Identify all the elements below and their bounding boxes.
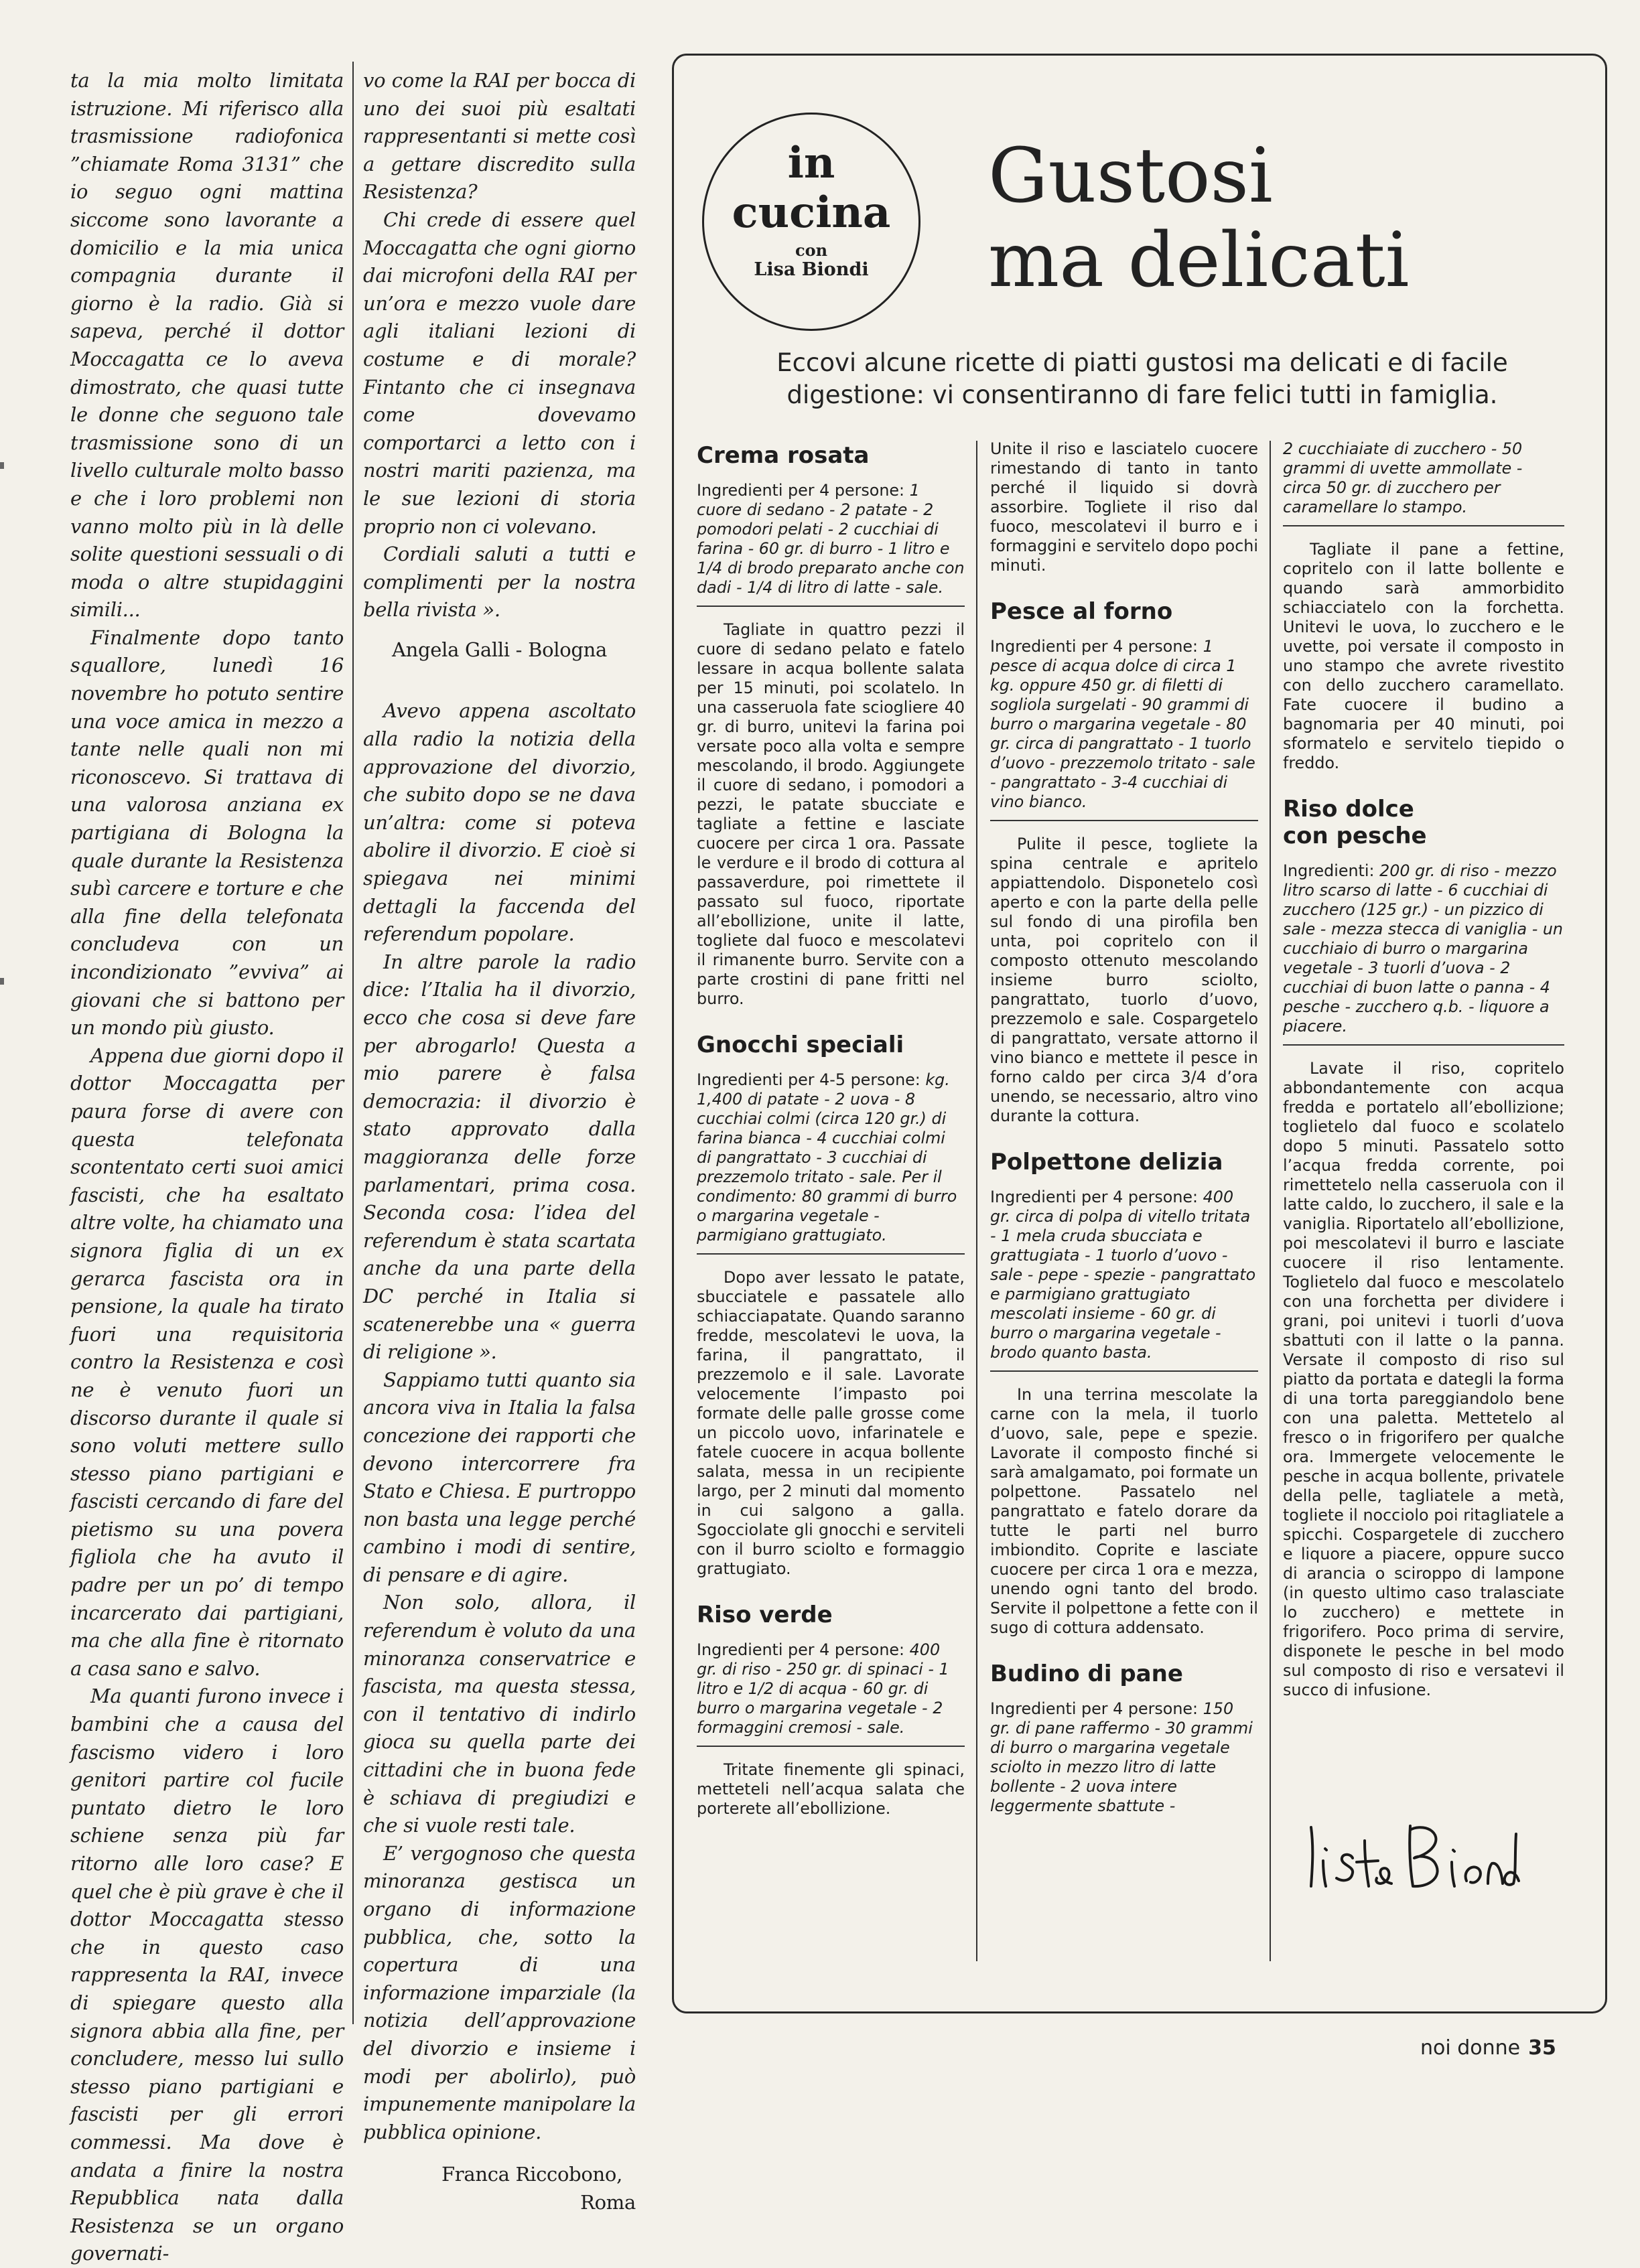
recipe-title	[1283, 796, 1564, 849]
letter-column-2	[363, 67, 636, 2217]
recipe-ingredients	[1283, 861, 1564, 1036]
page-footer	[1420, 2036, 1556, 2060]
letter-paragraph: vo come la RAI per bocca di uno dei suoi più esaltati rappresentanti si mette così a gettare discredito sulla Resistenza?	[363, 69, 636, 204]
letter-signature: Franca Riccobono,	[441, 2163, 622, 2186]
letter-paragraph: E’ vergognoso che questa minoranza gestisca un organo di informazione pubblica, che, sotto la copertura di una informazione imparziale (la notizia dell’approvazione del divorzio e insieme i modi per abolirlo), può impunemente manipolare la pubblica opinione.	[363, 1841, 636, 2143]
recipe-body: Tagliate il pane a fettine, copritelo con il latte bollente e quando sarà ammorbidito schiacciatelo con la forchetta. Unitevi le uova, lo zucchero e le uvette, poi versate il composto in uno stampo che avrete rivestito con dello zucchero caramellato. Fate cuocere il budino a bagnomaria per 40 minuti, poi sformatelo e servitelo tiepido o freddo.	[1283, 540, 1564, 772]
ingredients-list: 400 gr. di riso - 250 gr. di spinaci - 1 litro e 1/2 di acqua - 60 gr. di burro o margarina vegetale - 2 formaggini cremosi - sale.	[697, 1640, 949, 1737]
logo-cucina: cucina	[732, 188, 891, 238]
headline-line-2: ma delicati	[988, 217, 1410, 304]
ingredients-rule	[990, 820, 1258, 821]
recipe-title: Crema rosata	[697, 442, 870, 469]
recipe-title-line-1: Riso dolce	[1283, 796, 1414, 823]
ingredients-rule	[697, 1746, 965, 1747]
ingredients-list: 1 cuore di sedano - 2 patate - 2 pomodori pelati - 2 cucchiai di farina - 60 gr. di burro - 1 litro e 1/4 di brodo preparato anche con dadi - 1/4 di litro di latte - sale.	[697, 481, 965, 597]
recipe-body: Dopo aver lessato le patate, sbucciatele e passatele allo schiacciapatate. Quando saranno fredde, mescolatevi le uova, la farina, il pangrattato, il prezzemolo e il sale. Lavorate velocemente l’impasto poi formate delle palle grosse come un piccolo uovo, infarinatele e fatele cuocere in acqua bollente salata, messa in un recipiente largo, per 2 minuti dal momento in cui salgono a galla. Sgocciolate gli gnocchi e serviteli con il burro sciolto e formaggio grattugiato.	[697, 1268, 965, 1578]
logo-author: Lisa Biondi	[754, 259, 869, 280]
ingredients-list: 400 gr. circa di polpa di vitello tritata - 1 mela cruda sbucciata e grattugiata - 1 tuorlo d’uovo - sale - pepe - spezie - pangrattato e parmigiano grattugiato mescolati insieme - 60 gr. di burro o margarina vegetale - brodo quanto basta.	[990, 1188, 1256, 1362]
recipe-title-line-2: con pesche	[1283, 823, 1427, 849]
ingredients-rule	[697, 1253, 965, 1255]
letter-paragraph: Cordiali saluti a tutti e complimenti per la nostra bella rivista ».	[363, 543, 636, 622]
ingredients-label: Ingredienti per 4 persone:	[990, 1188, 1199, 1206]
letter-paragraph: ta la mia molto limitata istruzione. Mi riferisco alla trasmissione radiofonica ”chiamate Roma 3131” che io seguo ogni mattina siccome sono lavorante a domicilio e la mia unica compagnia durante il giorno è la radio. Già si sapeva, perché il dottor Moccagatta ce lo aveva dimostrato, che quasi tutte le donne che seguono tale trasmissione sono di un livello culturale molto basso e che i loro problemi non vanno molto più in là delle solite questioni sessuali o di moda o altre stupidaggini simili...	[70, 69, 344, 622]
recipe-ingredients	[697, 1640, 965, 1738]
ingredients-rule	[1283, 525, 1564, 526]
recipe-column-3	[1283, 439, 1564, 1723]
letter-paragraph: Non solo, allora, il referendum è voluto da una minoranza conservatrice e fascista, ma questa stessa, con il tentativo di indirlo gioca su quella parte dei cittadini che in buona fede è schiava di pregiudizi e che si vuole resti tale.	[363, 1591, 636, 1837]
ingredients-list: 200 gr. di riso - mezzo litro scarso di latte - 6 cucchiai di zucchero (125 gr.) - un pizzico di sale - mezza stecca di vaniglia - un cucchiaio di burro o margarina vegetale - 3 tuorli d’uova - 2 cucchiai di buon latte o panna - 4 pesche - zucchero q.b. - liquore a piacere.	[1283, 861, 1564, 1036]
recipe-title: Budino di pane	[990, 1660, 1183, 1687]
headline-line-1: Gustosi	[988, 133, 1273, 220]
ingredients-rule	[1283, 1044, 1564, 1046]
recipe-title: Riso verde	[697, 1602, 833, 1628]
recipe-column-rule-1	[976, 441, 977, 1961]
letter-column-1	[70, 67, 344, 2268]
ingredients-list: kg. 1,400 di patate - 2 uova - 8 cucchiai colmi (circa 120 gr.) di farina bianca - 4 cucchiai colmi di pangrattato - 3 cucchiai di prezzemolo tritato - sale. Per il condimento: 80 grammi di burro o margarina vegetale - parmigiano grattugiato.	[697, 1070, 957, 1245]
article-headline	[988, 134, 1558, 303]
ingredients-label: Ingredienti per 4 persone:	[697, 1640, 905, 1659]
in-cucina-logo	[702, 113, 920, 331]
recipe-title: Polpettone delizia	[990, 1149, 1223, 1176]
magazine-name: noi donne	[1420, 2036, 1521, 2060]
logo-con: con	[795, 240, 828, 260]
ingredients-label: Ingredienti per 4 persone:	[990, 637, 1199, 656]
page-number: 35	[1528, 2036, 1556, 2060]
recipe-title: Pesce al forno	[990, 598, 1173, 625]
recipe-ingredients	[697, 1070, 965, 1245]
recipe-column-1	[697, 442, 965, 1819]
recipe-ingredients	[697, 481, 965, 597]
recipe-body-continued: Unite il riso e lasciatelo cuocere rimestando di tanto in tanto perché il liquido si dovrà assorbire. Togliete il riso dal fuoco, mescolatevi il burro e i formaggini e servitelo dopo pochi minuti.	[990, 439, 1258, 575]
ingredients-label: Ingredienti per 4-5 persone:	[697, 1070, 920, 1089]
ingredients-list: 2 cucchiaiate di zucchero - 50 grammi di uvette ammollate - circa 50 gr. di zucchero per caramellare lo stampo.	[1283, 439, 1523, 516]
scan-edge-mark	[0, 462, 4, 469]
recipe-ingredients	[990, 637, 1258, 812]
ingredients-label: Ingredienti per 4 persone:	[697, 481, 905, 500]
recipe-body: Tagliate in quattro pezzi il cuore di sedano pelato e fatelo lessare in acqua bollente salata per 15 minuti, poi scolatelo. In una casseruola fate sciogliere 40 gr. di burro, unitevi la farina poi versate poco alla volta e sempre mescolando, il brodo. Aggiungete il cuore di sedano, i pomodori a pezzi, le patate sbucciate e tagliate a fettine e lasciate cuocere per circa 1 ora. Passate le verdure e il brodo di cottura al passaverdure, poi rimettete il passato sul fuoco, riportate all’ebollizione, unite il latte, togliete dal fuoco e mescolatevi il rimanente burro. Servite con a parte crostini di pane fritti nel burro.	[697, 620, 965, 1008]
letter-paragraph: Chi crede di essere quel Moccagatta che ogni giorno dai microfoni della RAI per un’ora e mezzo vuole dare agli italiani lezioni di costume e di morale? Fintanto che ci insegnava come dovevamo comportarci a letto con i nostri mariti pazienza, ma le sue lezioni di storia proprio non ci volevano.	[363, 208, 636, 538]
recipe-body: In una terrina mescolate la carne con la mela, il tuorlo d’uovo, sale, pepe e spezie. Lavorate il composto finché si sarà amalgamato, poi formate un polpettone. Passatelo nel pangrattato e fatelo dorare da tutte le parti nel burro imbiondito. Coprite e lasciate cuocere per circa 1 ora e mezza, unendo ogni tanto del brodo. Servite il polpettone a fette con il sugo di cottura addensato.	[990, 1385, 1258, 1637]
scan-edge-mark	[0, 978, 4, 985]
ingredients-rule	[697, 606, 965, 607]
ingredients-rule	[990, 1370, 1258, 1372]
letter-paragraph: Appena due giorni dopo il dottor Moccagatta per paura forse di avere con questa telefonata scontentato certi suoi amici fascisti, che ha esaltato altre volte, ha chiamato una signora figlia di un ex gerarca fascista ora in pensione, la quale ha tirato fuori una requisitoria contro la Resistenza e così ne è venuto fuori un discorso durante il quale si sono voluti mettere sullo stesso piano partigiani e fascisti cercando di fare del pietismo su una povera figliola che ha avuto il padre per un po’ di tempo incarcerato dai partigiani, ma che alla fine è ritornato a casa sano e salvo.	[70, 1044, 344, 1680]
recipe-body: Lavate il riso, copritelo abbondantemente con acqua fredda e portatelo all’ebollizione; toglietelo dal fuoco e scolatelo dopo 5 minuti. Passatelo sotto l’acqua fredda corrente, poi rimettetelo nella casseruola con il latte caldo, lo zucchero, il sale e la vaniglia. Riportatelo all’ebollizione, poi mescolatevi il burro e lasciate cuocere il riso lentamente. Toglietelo dal fuoco e mescolatelo con una forchetta per dividere i grani, poi unitevi i tuorli d’uova sbattuti con il latte o la panna. Versate il composto di riso sul piatto da portata e dategli la forma di una torta pareggiandolo bene con una paletta. Mettetelo al fresco o in frigorifero per qualche ora. Immergete velocemente le pesche in acqua bollente, privatele della pelle, tagliatele a metà, togliete il nocciolo poi ritagliatele a spicchi. Cospargetele di zucchero e liquore a piacere, oppure succo di arancia o sciroppo di lampone (in questo ultimo caso tralasciate lo zucchero) e mettete in frigorifero. Poco prima di servire, disponete le pesche in bel modo sul composto di riso e versatevi il succo di infusione.	[1283, 1059, 1564, 1699]
letter-paragraph: In altre parole la radio dice: l’Italia ha il divorzio, ecco che cosa si deve fare per abrogarlo! Questa a mio parere è falsa democrazia: il divorzio è stato approvato dalla maggioranza delle forze parlamentari, prima cosa. Seconda cosa: l’idea del referendum è stata scartata anche da una parte della DC perché in Italia si scatenerebbe una « guerra di religione ».	[363, 950, 636, 1364]
recipe-ingredients	[990, 1699, 1258, 1816]
recipe-ingredients-continued	[1283, 439, 1564, 517]
logo-in: in	[787, 138, 835, 188]
ingredients-label: Ingredienti:	[1283, 861, 1375, 880]
recipe-body: Pulite il pesce, togliete la spina centrale e apritelo appiattendolo. Disponetelo così aperto e con la parte della pelle sul fondo di una pirofila ben unta, poi copritelo con il composto ottenuto mescolando insieme burro sciolto, pangrattato, tuorlo d’uovo, prezzemolo e sale. Cospargetelo di pangrattato, versate attorno il vino bianco e mettete il pesce in forno caldo per circa 3/4 d’ora unendo, se necessario, altro vino durante la cottura.	[990, 835, 1258, 1125]
recipe-title: Gnocchi speciali	[697, 1032, 904, 1058]
article-intro: Eccovi alcune ricette di piatti gustosi ma delicati e di facile digestione: vi consentiranno di fare felici tutti in famiglia.	[776, 348, 1508, 409]
recipe-ingredients	[990, 1188, 1258, 1362]
handwritten-signature	[1303, 1814, 1524, 1894]
ingredients-list: 150 gr. di pane raffermo - 30 grammi di burro o margarina vegetale sciolto in mezzo litro di latte bollente - 2 uova intere leggermente sbattute -	[990, 1699, 1253, 1815]
letter-paragraph: Avevo appena ascoltato alla radio la notizia della approvazione del divorzio, che subito dopo se ne dava un’altra: come si poteva abolire il divorzio. E cioè si spiegava nei minimi dettagli la faccenda del referendum popolare.	[363, 699, 636, 946]
letter-paragraph: Finalmente dopo tanto squallore, lunedì 16 novembre ho potuto sentire una voce amica in mezzo a tante nelle quali non mi riconoscevo. Si trattava di una valorosa anziana ex partigiana di Bologna la quale durante la Resistenza subì carcere e torture e che alla fine della telefonata concludeva con un incondizionato ”evviva” ai giovani che si battono per un mondo più giusto.	[70, 626, 344, 1040]
ingredients-list: 1 pesce di acqua dolce di circa 1 kg. oppure 450 gr. di filetti di sogliola surgelati - 90 grammi di burro o margarina vegetale - 80 gr. circa di pangrattato - 1 tuorlo d’uovo - prezzemolo tritato - sale - pangrattato - 3-4 cucchiai di vino bianco.	[990, 637, 1255, 811]
ingredients-label: Ingredienti per 4 persone:	[990, 1699, 1199, 1718]
letter-signature-city: Roma	[580, 2190, 636, 2214]
recipe-body: Tritate finemente gli spinaci, metteteli nell’acqua salata che porterete all’ebollizione.	[697, 1760, 965, 1818]
recipe-column-2	[990, 439, 1258, 1816]
letter-signature: Angela Galli - Bologna	[391, 638, 608, 661]
letter-paragraph: Ma quanti furono invece i bambini che a causa del fascismo videro i loro genitori partire col fucile puntato dietro le loro schiene senza più far ritorno alle loro case? E quel che è più grave è che il dottor Moccagatta stesso che in questo caso rappresenta la RAI, invece di spiegare questo alla signora abbia alla fine, per concludere, messo lui sullo stesso piano partigiani e fascisti per gli errori commessi. Ma dove è andata a finire la nostra Repubblica nata dalla Resistenza se un organo governati-	[70, 1685, 344, 2265]
letter-paragraph: Sappiamo tutti quanto sia ancora viva in Italia la falsa concezione dei rapporti che devono intercorrere fra Stato e Chiesa. E purtroppo non basta una legge perché cambino i modi di sentire, di pensare e di agire.	[363, 1368, 636, 1586]
recipe-column-rule-2	[1270, 441, 1271, 1961]
column-rule-1	[352, 62, 354, 2024]
